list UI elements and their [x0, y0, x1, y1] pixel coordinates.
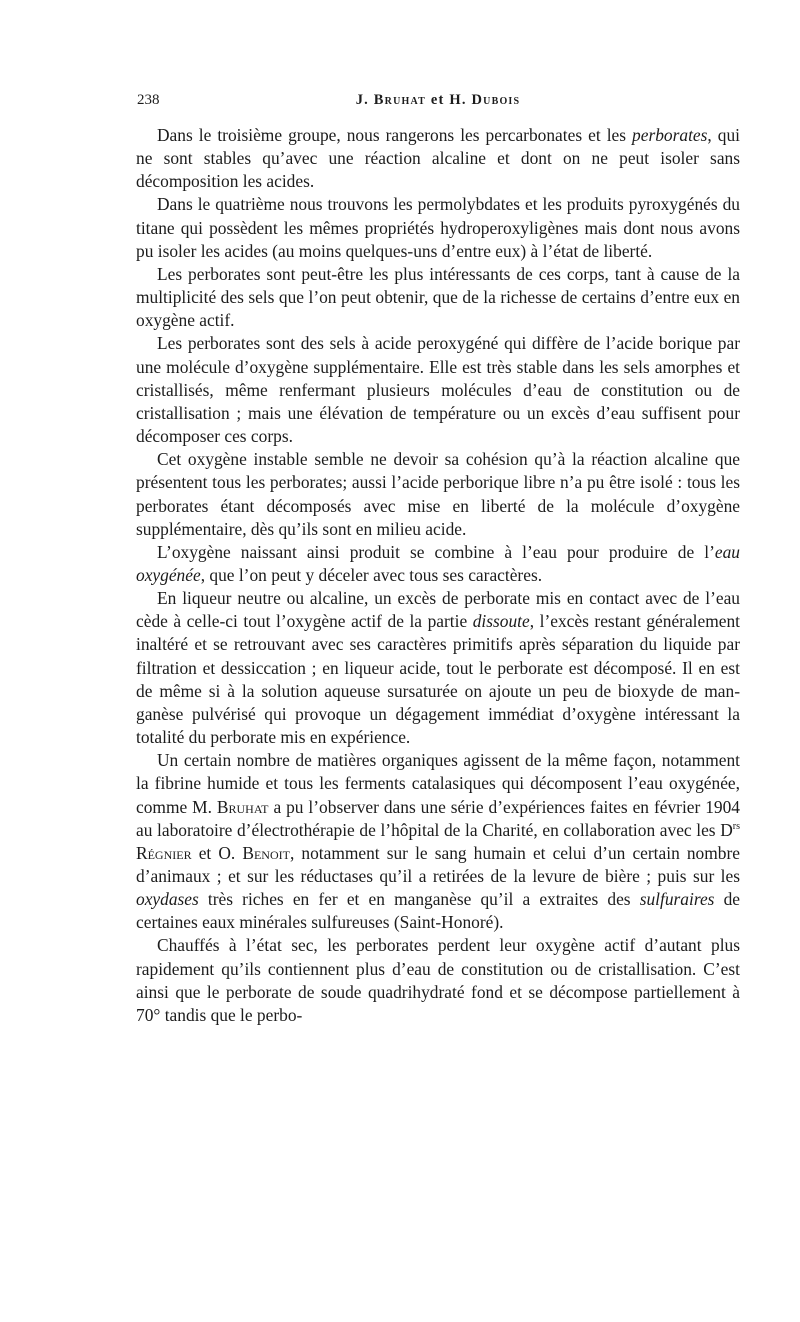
- body-text: [136, 124, 740, 1027]
- text-run: très riches en fer et en manganèse qu’il a extraites des: [198, 889, 640, 910]
- paragraph-7: [136, 587, 740, 749]
- author-conjunction: et: [430, 92, 445, 108]
- italic-term: sulfuraires: [639, 889, 715, 910]
- paragraph-2: Dans le quatrième nous trouvons les permolybdates et les produits pyroxygénés du titane qui possèdent les mêmes propriétés hydroperoxyligènes mais dont nous avons pu isoler les acides (au moins quelques-uns d’entre eux) à l’état de liberté.: [136, 194, 740, 261]
- page-number: 238: [137, 92, 160, 108]
- italic-term: dissoute: [472, 611, 530, 632]
- superscript: rs: [732, 820, 740, 832]
- small-caps-name: Benoit: [242, 842, 290, 863]
- author-a: J. Bruhat: [355, 92, 427, 108]
- italic-term: oxydases: [136, 889, 199, 910]
- text-run: de certaines eaux minérales sulfureuses (Saint-Honoré).: [136, 889, 740, 933]
- paragraph-3: Les perborates sont peut-être les plus intéressants de ces corps, tant à cause de la multiplicité des sels que l’on peut obtenir, que de la richesse de certains d’entre eux en oxygène actif.: [136, 263, 740, 331]
- text-run: , notamment sur le sang humain et celui d’un certain nombre d’animaux ; et sur les réductases qu’il a retirées de la levure de bière ; puis sur les: [136, 842, 740, 886]
- running-head: [136, 88, 740, 112]
- italic-term: eau oxygénée: [136, 541, 740, 585]
- paragraph-5: Cet oxygène instable semble ne devoir sa cohésion qu’à la réaction alcaline que présentent tous les perborates; aussi l’acide perborique libre n’a pu être isolé : tous les perborates étant décomposés avec mise en liberté de la molécule d’oxygène supplémentaire, dès qu’ils sont en milieu acide.: [136, 449, 740, 539]
- text-run: Un certain nombre de matières organiques agissent de la même façon, notamment la fibrine humide et tous les ferments catalasiques qui décomposent l’eau oxygénée, comme M.: [136, 750, 740, 817]
- paragraph-1: [136, 124, 740, 193]
- text-run: , l’excès restant généralement inaltéré et se retrouvant avec ses caractères primitifs après séparation du liquide par filtration et dessiccation ; en liqueur acide, tout le perborate est décomposé. Il en est de même si à la solution aqueuse sursaturée on ajoute un peu de bioxyde de manganèse pulvérisé qui provoque un dégagement immédiat d’oxygène intéressant la totalité du perborate mis en expérience.: [136, 611, 740, 748]
- paragraph-6: [136, 541, 740, 587]
- text-run: a pu l’observer dans une série d’expériences faites en février 1904 au laboratoire d’électrothérapie de l’hôpital de la Charité, en collaboration avec les D: [136, 796, 741, 840]
- text-run: , que l’on peut y déceler avec tous ses caractères.: [200, 564, 543, 585]
- italic-term: perborates: [632, 125, 708, 145]
- author-b: H. Dubois: [449, 92, 521, 108]
- text-run: L’oxygène naissant ainsi produit se combine à l’eau pour produire de l’: [157, 541, 715, 562]
- text-run: Dans le troisième groupe, nous rangerons les percarbonates et les: [157, 125, 633, 145]
- running-title: [136, 88, 740, 112]
- paragraph-9: Chauffés à l’état sec, les perborates perdent leur oxygène actif d’autant plus rapidement qu’ils contiennent plus d’eau de constitution ou de cristallisation. C’est ainsi que le perborate de soude quadrihydraté fond et se décompose partiellement à 70° tandis que le perbo-: [136, 935, 740, 1025]
- small-caps-name: Bruhat: [216, 796, 269, 817]
- paragraph-8: [136, 749, 740, 934]
- paragraph-4: Les perborates sont des sels à acide peroxygéné qui diffère de l’acide borique par une molécule d’oxygène supplémentaire. Elle est très stable dans les sels amorphes et cristallisés, même renfermant plusieurs molécules d’eau de constitution ou de cristallisation ; mais une élévation de température ou un excès d’eau suffisent pour décomposer ces corps.: [136, 333, 740, 447]
- text-run: , qui ne sont stables qu’avec une réaction alcaline et dont on ne peut isoler sans décomposition les acides.: [136, 125, 740, 192]
- text-run: En liqueur neutre ou alcaline, un excès de perborate mis en contact avec de l’eau cède à celle-ci tout l’oxygène actif de la partie: [136, 588, 740, 632]
- book-page: [136, 88, 740, 1027]
- small-caps-name: Régnier: [136, 842, 192, 863]
- text-run: et O.: [191, 842, 243, 863]
